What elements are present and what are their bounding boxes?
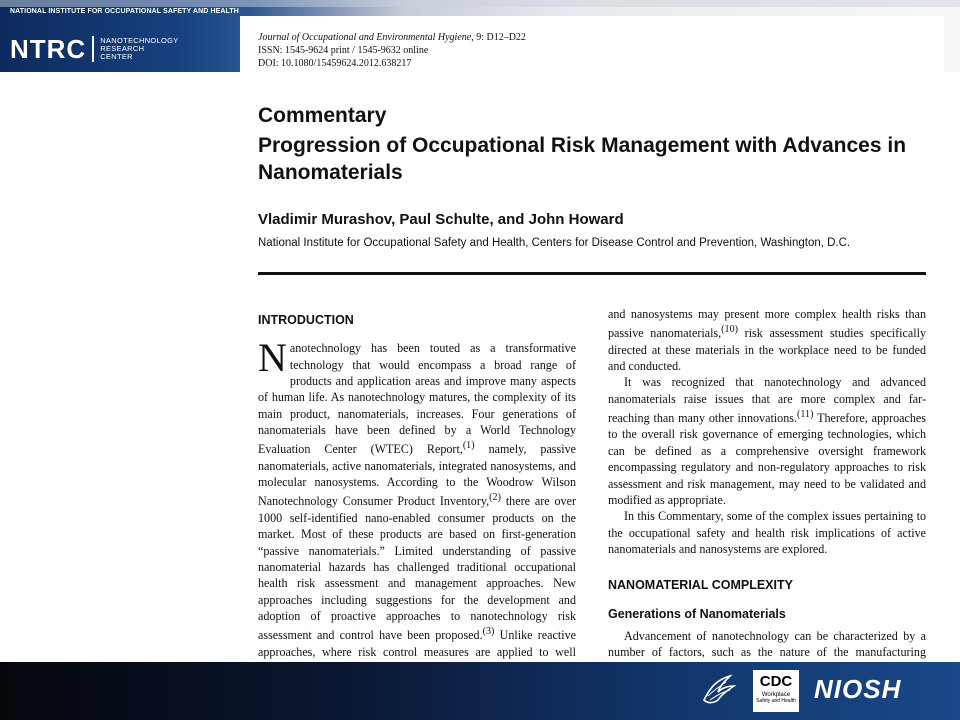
journal-citation <box>258 31 526 44</box>
section-heading-introduction: INTRODUCTION <box>258 313 354 327</box>
niosh-logo: NIOSH <box>814 674 902 704</box>
logo-sub-line: NANOTECHNOLOGY <box>100 36 179 45</box>
article-authors: Vladimir Murashov, Paul Schulte, and John Howard <box>258 211 624 228</box>
section-heading-complexity: NANOMATERIAL COMPLEXITY <box>608 578 793 593</box>
cdc-sub: Workplace <box>761 692 791 698</box>
logo-subtitle <box>100 37 178 61</box>
cdc-mark: CDC <box>759 673 793 690</box>
paragraph <box>608 374 926 508</box>
journal-issn: ISSN: 1545-9624 print / 1545-9632 online <box>258 45 429 56</box>
text-column-right <box>608 306 926 677</box>
logo-divider <box>92 36 94 62</box>
text-column-left <box>258 312 576 693</box>
paragraph: In this Commentary, some of the complex issues pertaining to the occupational safety and health risk implications of active nanomaterials and nanosystems are explored. <box>608 509 926 556</box>
subsection-heading-generations: Generations of Nanomaterials <box>608 606 786 621</box>
reference-mark: (3) <box>482 626 495 638</box>
journal-doi: DOI: 10.1080/15459624.2012.638217 <box>258 58 412 69</box>
reference-mark: (10) <box>721 324 738 336</box>
paragraph-text: risk assessment studies specifically directed at these materials in the workplace need to be funded and conducted. <box>608 326 927 374</box>
paragraph-text: Unlike reactive approaches, where risk control measures are applied to well <box>258 628 576 659</box>
intro-paragraph <box>258 335 576 692</box>
paragraph-text: namely, passive nanomaterials, active nanomaterials, integrated nanosystems, and molecular nanosystems. According to the Woodrow Wilson Nanotechnology Consumer Product Inventory, <box>258 442 576 509</box>
article-affiliation: National Institute for Occupational Safety and Health, Centers for Disease Control and Prevention, Washington, D.C. <box>258 237 851 249</box>
paragraph <box>608 306 926 374</box>
title-rule <box>258 272 926 275</box>
article-title: Progression of Occupational Risk Management with Advances in Nanomaterials <box>258 134 907 184</box>
logo-sub-line: RESEARCH <box>100 44 145 53</box>
paragraph-text: and nanosystems may present more complex health risks than passive nanomaterials, <box>608 307 926 341</box>
cdc-logo <box>753 670 799 712</box>
org-name: NATIONAL INSTITUTE FOR OCCUPATIONAL SAFETY AND HEALTH <box>10 8 239 15</box>
article-kind: Commentary <box>258 104 387 127</box>
reference-mark: (2) <box>489 492 501 504</box>
bottom-banner <box>0 662 960 720</box>
drop-cap: N <box>258 335 287 381</box>
logo-sub-line: CENTER <box>100 52 133 61</box>
reference-mark: (1) <box>462 440 475 452</box>
paragraph-text: Therefore, approaches to the overall risk governance of emerging technologies, which can be defined as a comprehensive oversight framework encompassing regulatory and non-regulatory approaches to risk assessment and risk management, may need to be validated and modified as appropriate. <box>608 411 926 507</box>
section-gap <box>608 557 926 577</box>
banner-strip <box>0 0 960 7</box>
paragraph-text: anotechnology has been touted as a transformative technology that would encompass a broad range of products and application areas and improve many aspects of human life. As nanotechnology matures, the complexity of its main product, nanomaterials, increases. Four generations of nanomaterials have been defined by a World Technology Evaluation Center (WTEC) Report, <box>258 341 576 457</box>
journal-info <box>258 31 526 70</box>
paragraph: Advancement of nanotechnology can be characterized by a number of factors, such as the nature of the manufacturing <box>608 628 926 660</box>
paragraph-text: there are over 1000 self-identified nano-enabled consumer products on the market. Most of these products are based on first-generation “passive nanomaterials.” Limited understanding of passive nanomaterial hazards has challenged traditional occupational health risk assessment and management approaches. New approaches including suggestions for the development and adoption of proactive approaches to nanotechnology risk assessment and control have been proposed. <box>258 494 576 643</box>
hhs-eagle-icon <box>700 670 738 710</box>
paper-page <box>240 16 944 660</box>
reference-mark: (11) <box>797 409 814 421</box>
journal-title: Journal of Occupational and Environmental Hygiene <box>258 32 472 43</box>
logo-mark: NTRC <box>10 34 87 64</box>
cdc-sub: Safety and Health <box>756 698 796 704</box>
ntrc-logo <box>10 33 179 65</box>
paragraph-text: It was recognized that nanotechnology and advanced nanomaterials raise issues that are more complex and far-reaching than many other innovations. <box>608 375 926 426</box>
journal-volume: , 9: D12–D22 <box>471 32 526 43</box>
